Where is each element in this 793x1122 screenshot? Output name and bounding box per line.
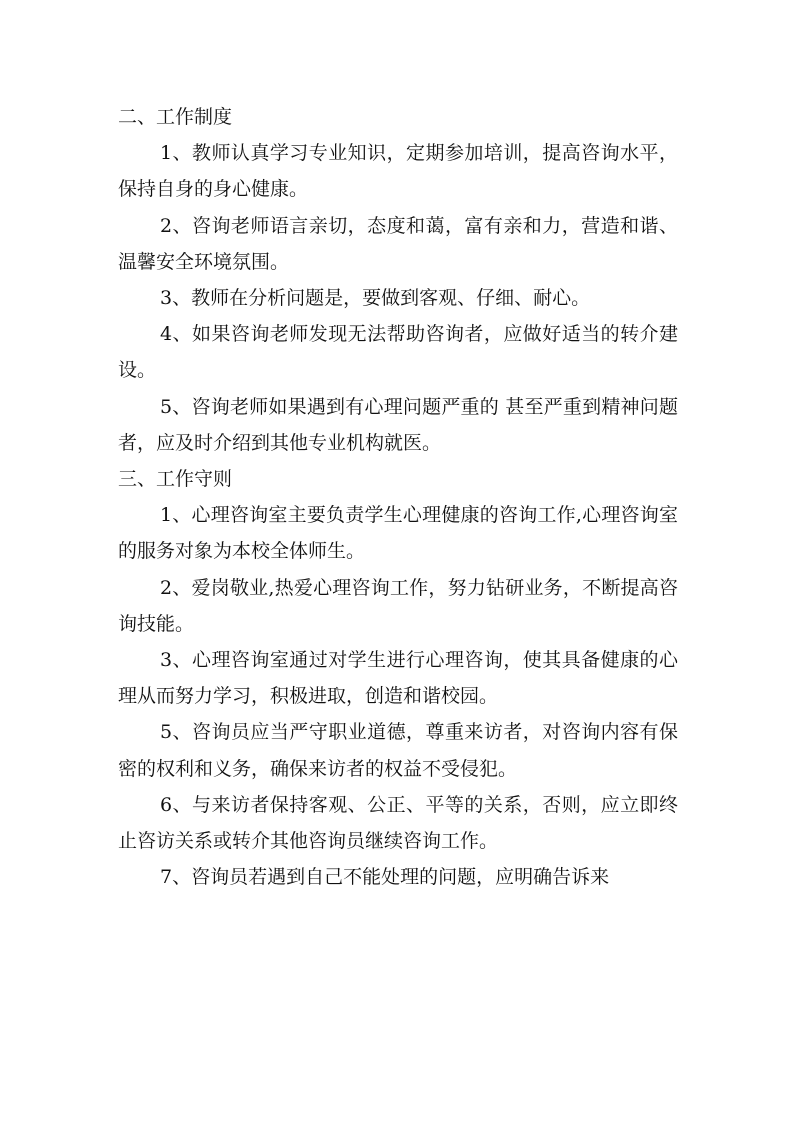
paragraph: 2、咨询老师语言亲切，态度和蔼，富有亲和力，营造和谐、温馨安全环境氛围。 <box>118 214 678 273</box>
paragraph: 1、教师认真学习专业知识，定期参加培训，提高咨询水平，保持自身的身心健康。 <box>118 142 678 201</box>
paragraph: 4、如果咨询老师发现无法帮助咨询者，应做好适当的转介建设。 <box>118 323 678 382</box>
paragraph: 5、咨询老师如果遇到有心理问题严重的 甚至严重到精神问题者，应及时介绍到其他专业机构就医。 <box>118 395 678 454</box>
paragraph: 3、教师在分析问题是，要做到客观、仔细、耐心。 <box>160 287 591 310</box>
paragraph: 2、爱岗敬业,热爱心理咨询工作，努力钻研业务，不断提高咨询技能。 <box>118 576 678 635</box>
section-heading-work-rules: 三、工作守则 <box>118 468 233 491</box>
paragraph: 5、咨询员应当严守职业道德，尊重来访者，对咨询内容有保密的权利和义务，确保来访者的权益不受侵犯。 <box>118 721 678 780</box>
paragraph: 1、心理咨询室主要负责学生心理健康的咨询工作,心理咨询室的服务对象为本校全体师生。 <box>118 504 678 563</box>
document-body <box>118 99 678 895</box>
section-heading-work-system: 二、工作制度 <box>118 106 233 128</box>
paragraph: 3、心理咨询室通过对学生进行心理咨询，使其具备健康的心理从而努力学习，积极进取，创造和谐校园。 <box>118 649 678 708</box>
paragraph: 6、与来访者保持客观、公正、平等的关系，否则，应立即终止咨访关系或转介其他咨询员继续咨询工作。 <box>118 793 678 853</box>
paragraph: 7、咨询员若遇到自己不能处理的问题，应明确告诉来 <box>160 866 610 889</box>
